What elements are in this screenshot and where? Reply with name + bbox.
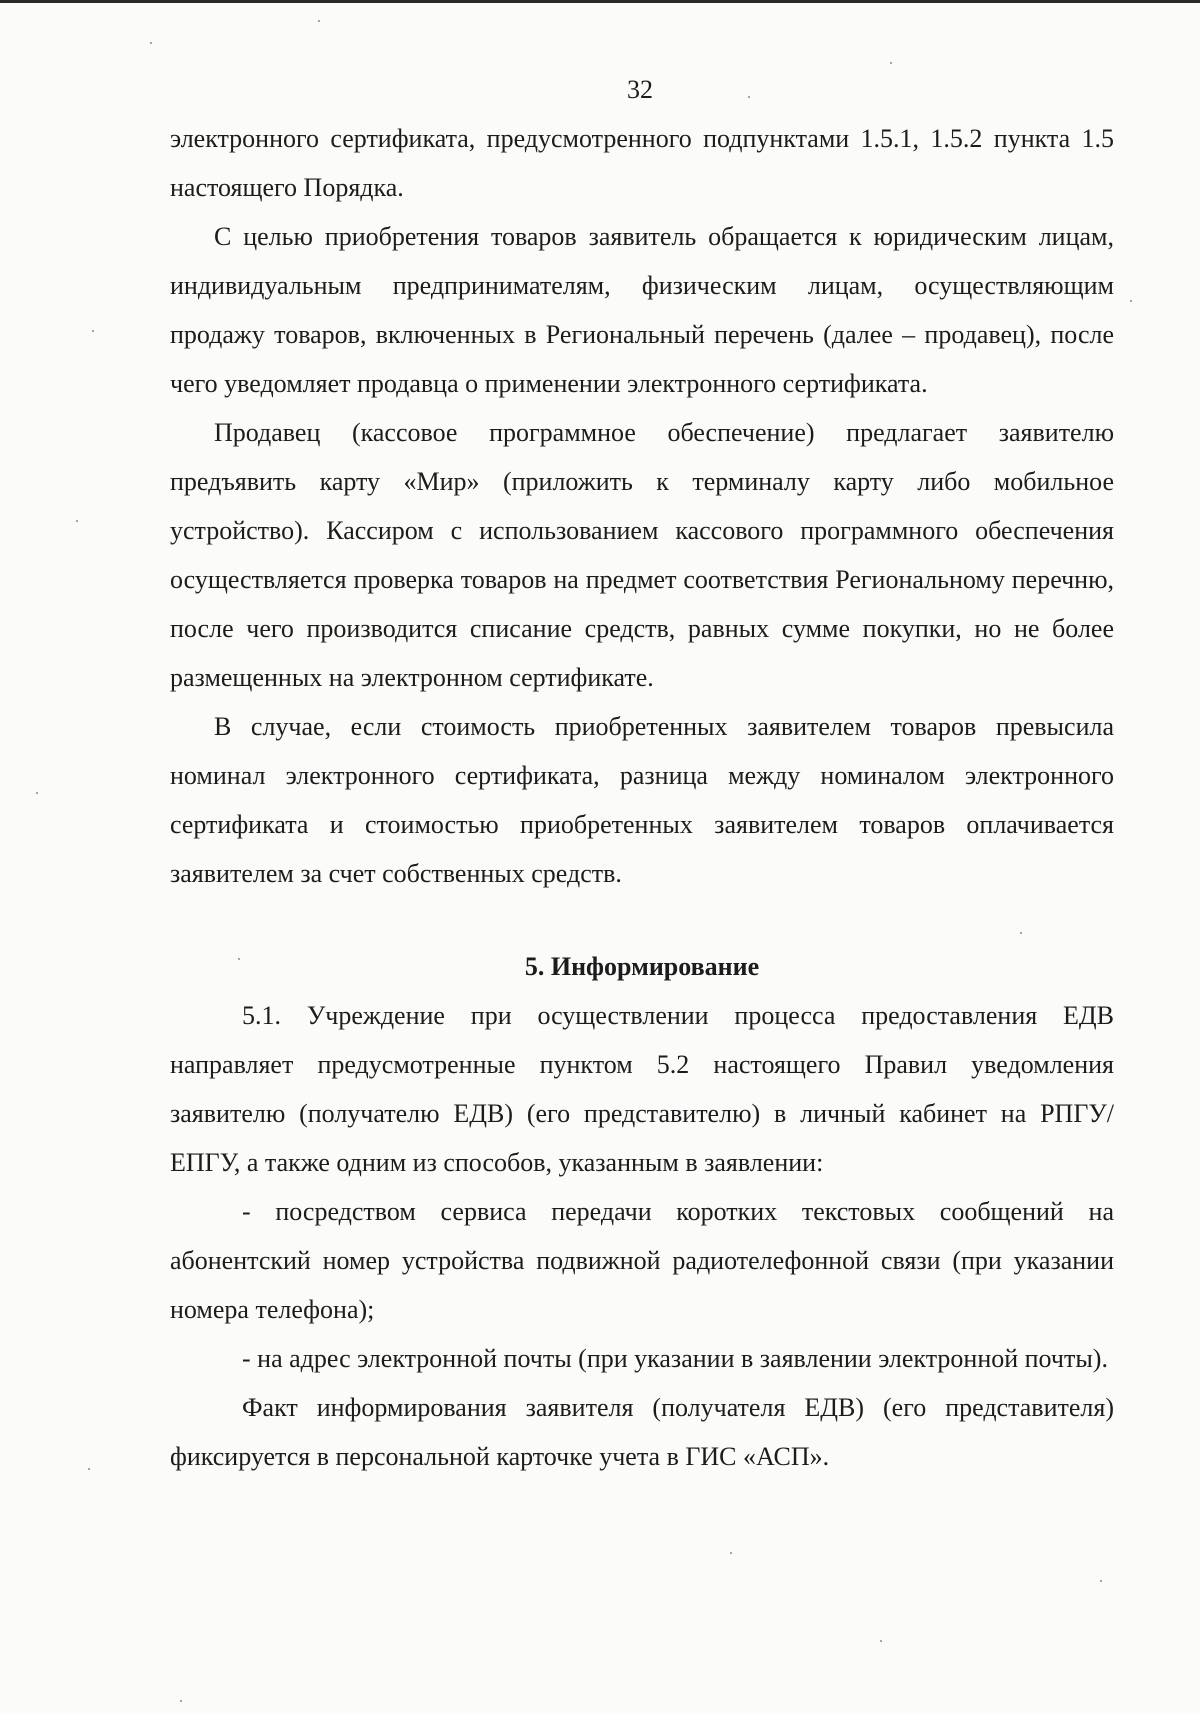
scan-speck [730, 1552, 732, 1554]
scan-speck [1130, 300, 1132, 302]
scan-speck [36, 792, 38, 794]
scan-speck [238, 958, 240, 960]
scan-speck [1100, 1580, 1102, 1582]
scan-speck [1020, 932, 1022, 934]
paragraph-5-1: 5.1. Учреждение при осуществлении процесса предоставления ЕДВ направляет предусмотренные пунктом 5.2 настоящего Правил уведомления заявителю (получателю ЕДВ) (его представителю) в личный кабинет на РПГУ/ЕПГУ, а также одним из способов, указанным в заявлении: [170, 1001, 1114, 1177]
top-scan-edge [0, 0, 1200, 3]
paragraph-purchase-goods: С целью приобретения товаров заявитель обращается к юридическим лицам, индивидуальным предпринимателям, физическим лицам, осуществляющим продажу товаров, включенных в Региональный перечень (далее – продавец), после чего уведомляет продавца о применении электронного сертификата. [170, 222, 1114, 398]
section-spacer [170, 898, 1114, 942]
page-number: 32 [627, 75, 653, 104]
scan-speck [748, 96, 750, 98]
document-body [170, 114, 1114, 1481]
scan-speck [92, 330, 94, 332]
paragraph-informing-fact: Факт информирования заявителя (получателя ЕДВ) (его представителя) фиксируется в персональной карточке учета в ГИС «АСП». [170, 1393, 1114, 1471]
section-heading: 5. Информирование [524, 952, 760, 981]
scan-speck [88, 1468, 90, 1470]
scan-speck [150, 42, 152, 44]
paragraph-continued: электронного сертификата, предусмотренного подпунктами 1.5.1, 1.5.2 пункта 1.5 настоящего Порядка. [170, 124, 1114, 202]
paragraph-seller-card: Продавец (кассовое программное обеспечение) предлагает заявителю предъявить карту «Мир» (приложить к терминалу карту либо мобильное устройство). Кассиром с использованием кассового программного обеспечения осуществляется проверка товаров на предмет соответствия Региональному перечню, после чего производится списание средств, равных сумме покупки, но не более размещенных на электронном сертификате. [170, 418, 1114, 692]
scan-speck [318, 20, 320, 22]
list-item-sms: - посредством сервиса передачи коротких текстовых сообщений на абонентский номер устройства подвижной радиотелефонной связи (при указании номера телефона); [170, 1197, 1114, 1324]
scan-speck [880, 1640, 882, 1642]
paragraph-price-difference: В случае, если стоимость приобретенных заявителем товаров превысила номинал электронного сертификата, разница между номиналом электронного сертификата и стоимостью приобретенных заявителем товаров оплачивается заявителем за счет собственных средств. [170, 712, 1114, 888]
list-item-email: - на адрес электронной почты (при указании в заявлении электронной почты). [242, 1344, 1108, 1373]
scan-speck [890, 62, 892, 64]
scan-speck [180, 1700, 182, 1702]
scan-speck [76, 520, 78, 522]
